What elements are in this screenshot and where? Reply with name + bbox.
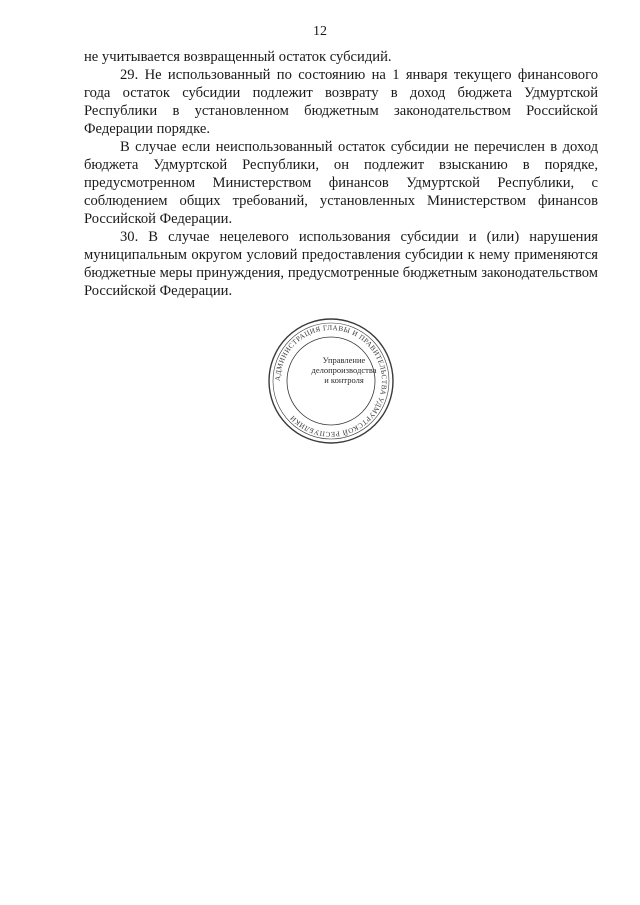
paragraph-29-refund: В случае если неиспользованный остаток субсидии не перечислен в доход бюджета Удмуртской Республики, он подлежит взысканию в порядке, предусмотренном Министерством финансов Удмуртской Республики, с соблюдением общих требований, установленных Министерством финансов Российской Федерации. <box>84 139 598 227</box>
paragraph-30: 30. В случае нецелевого использования субсидии и (или) нарушения муниципальным округом условий предоставления субсидии к нему применяются бюджетные меры принуждения, предусмотренные бюджетным законодательством Российской Федерации. <box>84 229 598 299</box>
stamp-line: Управление <box>322 355 366 365</box>
page-number: 12 <box>313 24 327 39</box>
stamp-line: и контроля <box>324 375 364 385</box>
stamp-line: делопроизводства <box>311 365 377 375</box>
stamp-ring-text: АДМИНИСТРАЦИЯ ГЛАВЫ И ПРАВИТЕЛЬСТВА УДМУРТСКОЙ РЕСПУБЛИКИ <box>273 323 389 439</box>
document-body <box>84 48 598 300</box>
stamp-center-text <box>311 355 377 385</box>
paragraph-continuation: не учитывается возвращенный остаток субсидий. <box>84 49 392 65</box>
paragraph-29: 29. Не использованный по состоянию на 1 января текущего финансового года остаток субсидии подлежит возврату в доход бюджета Удмуртской Республики в установленном бюджетным законодательством Российской Федерации порядке. <box>84 67 598 137</box>
